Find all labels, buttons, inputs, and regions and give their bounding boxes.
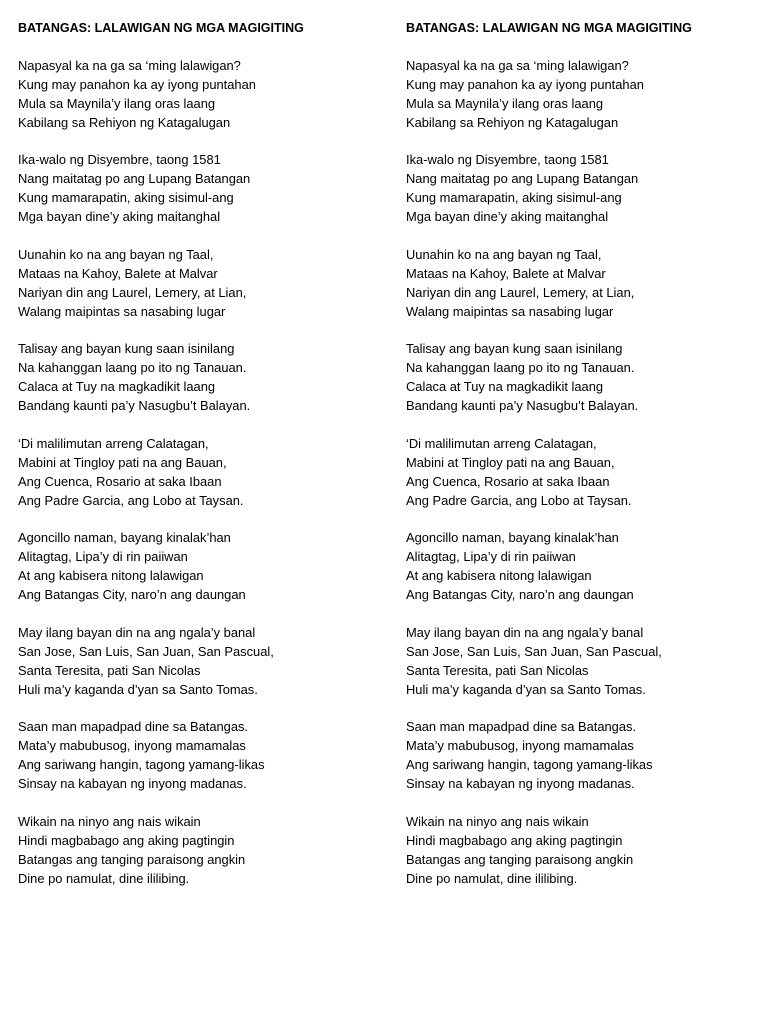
poem-line: Sinsay na kabayan ng inyong madanas. — [18, 776, 247, 792]
poem-line: Kung may panahon ka ay iyong puntahan — [18, 76, 256, 92]
poem-line: Mata’y mabubusog, inyong mamamalas — [18, 738, 246, 754]
poem-line: Ika-walo ng Disyembre, taong 1581 — [406, 152, 609, 168]
poem-line: Nang maitatag po ang Lupang Batangan — [406, 171, 639, 187]
poem-stanza — [406, 813, 768, 889]
poem-line: Ang Cuenca, Rosario at saka Ibaan — [18, 473, 222, 489]
poem-line: Agoncillo naman, bayang kinalak’han — [406, 530, 619, 546]
poem-line: Uunahin ko na ang bayan ng Taal, — [406, 246, 602, 262]
poem-stanza — [406, 624, 768, 700]
poem-line: At ang kabisera nitong lalawigan — [18, 568, 204, 584]
poem-line: Kabilang sa Rehiyon ng Katagalugan — [406, 114, 619, 130]
poem-title: BATANGAS: LALAWIGAN NG MGA MAGIGITING — [18, 21, 304, 35]
poem-line: Batangas ang tanging paraisong angkin — [406, 851, 634, 867]
poem-line: Batangas ang tanging paraisong angkin — [18, 851, 246, 867]
poem-line: Mabini at Tingloy pati na ang Bauan, — [18, 454, 227, 470]
poem-line: Uunahin ko na ang bayan ng Taal, — [18, 246, 214, 262]
poem-line: Calaca at Tuy na magkadikit laang — [18, 379, 216, 395]
poem-line: Santa Teresita, pati San Nicolas — [406, 662, 589, 678]
poem-stanza — [406, 718, 768, 794]
poem-line: Kabilang sa Rehiyon ng Katagalugan — [18, 114, 231, 130]
poem-line: Mataas na Kahoy, Balete at Malvar — [406, 265, 606, 281]
poem-line: Calaca at Tuy na magkadikit laang — [406, 379, 604, 395]
poem-stanza — [18, 435, 388, 511]
poem-stanza — [406, 57, 768, 133]
poem-stanza — [406, 151, 768, 227]
poem-title: BATANGAS: LALAWIGAN NG MGA MAGIGITING — [406, 21, 692, 35]
poem-line: Ang Padre Garcia, ang Lobo at Taysan. — [406, 492, 632, 508]
poem-line: Saan man mapadpad dine sa Batangas. — [18, 719, 249, 735]
poem-line: Na kahanggan laang po ito ng Tanauan. — [406, 360, 635, 376]
poem-line: Agoncillo naman, bayang kinalak’han — [18, 530, 231, 546]
poem-line: Nang maitatag po ang Lupang Batangan — [18, 171, 251, 187]
poem-line: Bandang kaunti pa’y Nasugbu’t Balayan. — [18, 398, 251, 414]
poem-line: ‘Di malilimutan arreng Calatagan, — [18, 435, 209, 451]
poem-stanza — [18, 340, 388, 416]
poem-line: Mataas na Kahoy, Balete at Malvar — [18, 265, 218, 281]
poem-line: Huli ma’y kaganda d’yan sa Santo Tomas. — [406, 681, 646, 697]
poem-line: Alitagtag, Lipa’y di rin paiiwan — [406, 549, 576, 565]
poem-stanza — [406, 340, 768, 416]
poem-column-left — [18, 19, 388, 907]
poem-line: Hindi magbabago ang aking pagtingin — [18, 832, 235, 848]
poem-line: May ilang bayan din na ang ngala’y banal — [18, 624, 256, 640]
poem-stanza — [18, 151, 388, 227]
poem-line: Napasyal ka na ga sa ‘ming lalawigan? — [406, 57, 629, 73]
poem-line: Mabini at Tingloy pati na ang Bauan, — [406, 454, 615, 470]
poem-line: Mula sa Maynila’y ilang oras laang — [18, 95, 216, 111]
poem-line: Ang sariwang hangin, tagong yamang-likas — [18, 757, 265, 773]
poem-line: Saan man mapadpad dine sa Batangas. — [406, 719, 637, 735]
poem-line: Na kahanggan laang po ito ng Tanauan. — [18, 360, 247, 376]
poem-line: Wikain na ninyo ang nais wikain — [18, 813, 201, 829]
poem-line: Santa Teresita, pati San Nicolas — [18, 662, 201, 678]
poem-line: Ang Padre Garcia, ang Lobo at Taysan. — [18, 492, 244, 508]
poem-line: Ang Cuenca, Rosario at saka Ibaan — [406, 473, 610, 489]
poem-line: Nariyan din ang Laurel, Lemery, at Lian, — [18, 284, 247, 300]
poem-line: Talisay ang bayan kung saan isinilang — [18, 341, 235, 357]
poem-line: ‘Di malilimutan arreng Calatagan, — [406, 435, 597, 451]
poem-line: Ang Batangas City, naro’n ang daungan — [406, 587, 634, 603]
poem-line: Ang Batangas City, naro’n ang daungan — [18, 587, 246, 603]
poem-line: Mga bayan dine’y aking maitanghal — [18, 209, 221, 225]
poem-line: Bandang kaunti pa’y Nasugbu’t Balayan. — [406, 398, 639, 414]
poem-stanza — [18, 57, 388, 133]
poem-line: San Jose, San Luis, San Juan, San Pascual, — [18, 643, 274, 659]
poem-line: Kung mamarapatin, aking sisimul-ang — [406, 190, 622, 206]
poem-stanza — [18, 813, 388, 889]
poem-line: Hindi magbabago ang aking pagtingin — [406, 832, 623, 848]
poem-line: May ilang bayan din na ang ngala’y banal — [406, 624, 644, 640]
poem-line: Talisay ang bayan kung saan isinilang — [406, 341, 623, 357]
poem-line: Dine po namulat, dine ililibing. — [406, 870, 578, 886]
poem-stanza — [406, 529, 768, 605]
poem-line: Mula sa Maynila’y ilang oras laang — [406, 95, 604, 111]
poem-line: At ang kabisera nitong lalawigan — [406, 568, 592, 584]
poem-line: Kung mamarapatin, aking sisimul-ang — [18, 190, 234, 206]
poem-line: Nariyan din ang Laurel, Lemery, at Lian, — [406, 284, 635, 300]
poem-line: Alitagtag, Lipa’y di rin paiiwan — [18, 549, 188, 565]
poem-line: Huli ma’y kaganda d’yan sa Santo Tomas. — [18, 681, 258, 697]
poem-line: Napasyal ka na ga sa ‘ming lalawigan? — [18, 57, 241, 73]
poem-line: Wikain na ninyo ang nais wikain — [406, 813, 589, 829]
poem-line: Walang maipintas sa nasabing lugar — [18, 303, 226, 319]
poem-line: Ang sariwang hangin, tagong yamang-likas — [406, 757, 653, 773]
poem-line: Mata’y mabubusog, inyong mamamalas — [406, 738, 634, 754]
poem-line: Mga bayan dine’y aking maitanghal — [406, 209, 609, 225]
poem-stanza — [18, 624, 388, 700]
poem-line: San Jose, San Luis, San Juan, San Pascual, — [406, 643, 662, 659]
poem-stanza — [18, 246, 388, 322]
poem-stanza — [18, 529, 388, 605]
poem-line: Walang maipintas sa nasabing lugar — [406, 303, 614, 319]
poem-line: Sinsay na kabayan ng inyong madanas. — [406, 776, 635, 792]
poem-stanza — [18, 718, 388, 794]
poem-line: Dine po namulat, dine ililibing. — [18, 870, 190, 886]
poem-line: Ika-walo ng Disyembre, taong 1581 — [18, 152, 221, 168]
poem-column-right — [406, 19, 768, 907]
poem-stanza — [406, 246, 768, 322]
poem-line: Kung may panahon ka ay iyong puntahan — [406, 76, 644, 92]
poem-stanza — [406, 435, 768, 511]
